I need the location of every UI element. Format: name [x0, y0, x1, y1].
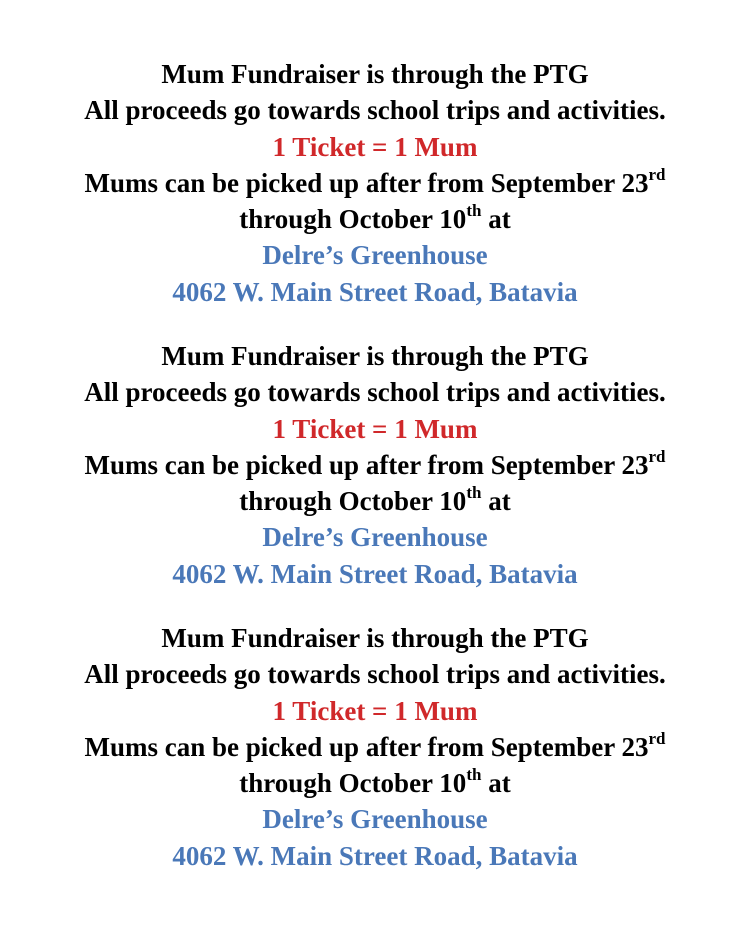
flyer-block-2	[0, 338, 750, 592]
pickup-start-ordinal: rd	[648, 728, 666, 748]
headline: Mum Fundraiser is through the PTG	[161, 623, 589, 653]
pickup-start-line	[0, 165, 750, 201]
pickup-start-line	[0, 729, 750, 765]
location-name: Delre’s Greenhouse	[262, 240, 488, 271]
location-name: Delre’s Greenhouse	[262, 522, 488, 553]
ticket-text: 1 Ticket = 1 Mum	[272, 695, 478, 726]
pickup-end-text: through October 10	[239, 768, 467, 799]
pickup-end-suffix: at	[481, 768, 511, 799]
headline: Mum Fundraiser is through the PTG	[161, 59, 589, 89]
pickup-end-ordinal: th	[466, 765, 482, 785]
proceeds-text: All proceeds go towards school trips and activities.	[84, 95, 666, 126]
pickup-end-text: through October 10	[239, 486, 467, 517]
pickup-start-text: Mums can be picked up after from September 23	[84, 167, 649, 198]
location-address: 4062 W. Main Street Road, Batavia	[172, 276, 578, 307]
pickup-start-text: Mums can be picked up after from September 23	[84, 449, 649, 480]
pickup-end-line	[0, 765, 750, 801]
ticket-text: 1 Ticket = 1 Mum	[272, 413, 478, 444]
flyer-block-3	[0, 620, 750, 874]
pickup-start-ordinal: rd	[648, 164, 666, 184]
location-address: 4062 W. Main Street Road, Batavia	[172, 840, 578, 871]
pickup-end-suffix: at	[481, 486, 511, 517]
pickup-end-ordinal: th	[466, 201, 482, 221]
pickup-start-line	[0, 447, 750, 483]
pickup-end-line	[0, 201, 750, 237]
pickup-start-text: Mums can be picked up after from September 23	[84, 731, 649, 762]
ticket-text: 1 Ticket = 1 Mum	[272, 131, 478, 162]
flyer-block-1	[0, 56, 750, 310]
location-name: Delre’s Greenhouse	[262, 804, 488, 835]
pickup-start-ordinal: rd	[648, 446, 666, 466]
headline: Mum Fundraiser is through the PTG	[161, 341, 589, 371]
proceeds-text: All proceeds go towards school trips and activities.	[84, 377, 666, 408]
pickup-end-line	[0, 483, 750, 519]
pickup-end-ordinal: th	[466, 483, 482, 503]
proceeds-text: All proceeds go towards school trips and activities.	[84, 659, 666, 690]
pickup-end-suffix: at	[481, 204, 511, 235]
location-address: 4062 W. Main Street Road, Batavia	[172, 558, 578, 589]
pickup-end-text: through October 10	[239, 204, 467, 235]
